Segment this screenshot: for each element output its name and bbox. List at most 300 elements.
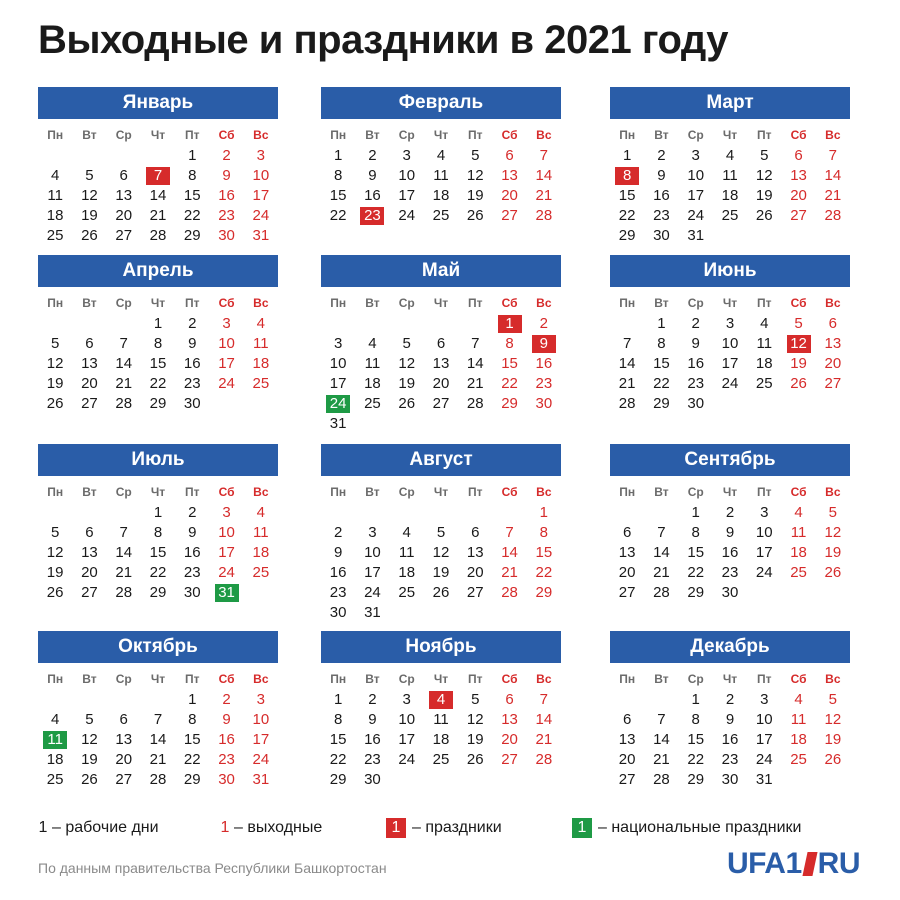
day-cell: 20 <box>432 375 450 392</box>
day-cell: 22 <box>653 375 670 392</box>
weekday-label: Вт <box>365 485 380 499</box>
day-cell: 28 <box>653 771 670 788</box>
week-row <box>321 543 561 563</box>
day-empty <box>747 226 781 246</box>
day-cell: 13 <box>81 544 98 561</box>
weekday-label: Чт <box>722 296 738 310</box>
weekday-row <box>610 124 850 146</box>
ufa1-logo[interactable] <box>727 848 860 880</box>
day-cell: 13 <box>618 544 636 561</box>
day-empty <box>816 226 850 246</box>
day-empty <box>424 603 458 623</box>
day-cell: 23 <box>183 564 201 581</box>
day-cell: 26 <box>81 771 98 788</box>
weekday-label: Вс <box>825 128 841 142</box>
week-row <box>321 523 561 543</box>
day-cell: 1 <box>691 691 700 708</box>
day-weekend: 25 <box>252 564 270 581</box>
day-cell: 7 <box>119 524 128 541</box>
day-empty <box>38 146 72 166</box>
day-cell: 2 <box>691 315 700 332</box>
month-header: Январь <box>38 87 278 119</box>
day-cell: 4 <box>436 147 446 164</box>
day-cell: 6 <box>622 524 632 541</box>
day-weekend: 20 <box>790 187 807 204</box>
day-cell: 29 <box>687 584 705 601</box>
day-cell: 29 <box>183 227 201 244</box>
month-7 <box>38 444 278 603</box>
legend-national-label: – национальные праздники <box>598 819 802 836</box>
day-cell: 12 <box>81 187 98 204</box>
day-empty <box>390 603 424 623</box>
weekday-row <box>38 292 278 314</box>
day-cell: 15 <box>329 187 347 204</box>
day-weekend: 6 <box>794 147 803 164</box>
day-cell: 1 <box>622 147 632 164</box>
day-cell: 19 <box>755 187 773 204</box>
day-weekend: 28 <box>501 584 518 601</box>
weekday-label: Вт <box>654 296 669 310</box>
weekday-label: Пт <box>468 296 483 310</box>
day-weekend: 24 <box>218 375 235 392</box>
day-empty <box>610 503 644 523</box>
day-cell: 17 <box>398 731 416 748</box>
day-cell: 17 <box>364 564 381 581</box>
legend-holidays <box>386 816 502 840</box>
day-weekend: 1 <box>539 504 548 521</box>
weekday-label: Вс <box>253 672 269 686</box>
day-cell: 31 <box>364 604 381 621</box>
day-cell: 8 <box>333 167 343 184</box>
day-cell: 25 <box>432 207 450 224</box>
day-cell: 2 <box>368 691 377 708</box>
day-cell: 30 <box>183 395 201 412</box>
weekday-label: Пт <box>185 672 200 686</box>
day-weekend: 5 <box>828 504 837 521</box>
day-cell: 14 <box>149 187 167 204</box>
week-row <box>38 226 278 246</box>
week-row <box>38 354 278 374</box>
day-empty <box>747 583 781 603</box>
weekday-label: Вс <box>536 672 552 686</box>
day-cell: 7 <box>119 335 128 352</box>
day-weekend: 13 <box>824 335 842 352</box>
weekday-label: Сб <box>790 296 807 310</box>
day-cell: 12 <box>432 544 450 561</box>
weekday-row <box>610 292 850 314</box>
day-weekend: 7 <box>828 147 837 164</box>
week-row <box>610 314 850 334</box>
day-empty <box>321 314 355 334</box>
legend-workday-label: – рабочие дни <box>52 819 159 836</box>
weekday-label: Чт <box>722 672 738 686</box>
day-cell: 13 <box>432 355 450 372</box>
day-weekend: 19 <box>824 731 842 748</box>
day-cell: 6 <box>85 524 94 541</box>
day-cell: 14 <box>115 355 133 372</box>
day-holiday: 23 <box>355 206 389 226</box>
day-weekend: 15 <box>501 355 518 372</box>
day-cell: 13 <box>115 187 133 204</box>
day-empty <box>713 394 747 414</box>
day-cell: 16 <box>721 544 739 561</box>
weekday-label: Пт <box>468 672 483 686</box>
day-cell: 1 <box>657 315 666 332</box>
weekday-label: Вс <box>253 485 269 499</box>
day-cell: 30 <box>653 227 670 244</box>
day-empty <box>458 503 492 523</box>
day-weekend: 25 <box>790 564 807 581</box>
month-11 <box>321 631 561 790</box>
weekday-label: Вт <box>654 128 669 142</box>
month-6 <box>610 255 850 414</box>
weekday-label: Пн <box>619 296 636 310</box>
day-weekend: 12 <box>824 524 842 541</box>
day-cell: 5 <box>85 711 94 728</box>
day-empty <box>527 414 561 434</box>
weekday-label: Пн <box>330 296 347 310</box>
day-weekend: 16 <box>218 187 235 204</box>
day-cell: 21 <box>149 751 167 768</box>
day-weekend: 7 <box>539 147 548 164</box>
weekday-label: Вт <box>365 128 380 142</box>
day-cell: 16 <box>183 355 201 372</box>
day-cell: 7 <box>471 335 480 352</box>
day-empty <box>390 414 424 434</box>
day-cell: 27 <box>618 584 636 601</box>
month-8 <box>321 444 561 623</box>
week-row <box>610 503 850 523</box>
weekday-label: Чт <box>433 128 449 142</box>
week-row <box>610 334 850 354</box>
legend-national <box>572 816 801 840</box>
day-cell: 29 <box>149 584 167 601</box>
day-weekend: 9 <box>222 711 231 728</box>
day-cell: 17 <box>755 731 773 748</box>
weekday-row <box>610 668 850 690</box>
day-empty <box>713 226 747 246</box>
weekday-label: Пт <box>185 128 200 142</box>
day-cell: 2 <box>725 504 735 521</box>
day-empty <box>747 394 781 414</box>
week-row <box>610 730 850 750</box>
day-cell: 11 <box>364 355 381 372</box>
day-cell: 9 <box>188 524 197 541</box>
day-cell: 16 <box>721 731 739 748</box>
day-weekend: 6 <box>505 147 514 164</box>
month-header: Сентябрь <box>610 444 850 476</box>
week-row <box>321 334 561 354</box>
day-cell: 15 <box>149 355 167 372</box>
weekday-label: Сб <box>501 296 518 310</box>
day-weekend: 28 <box>824 207 842 224</box>
month-header: Ноябрь <box>321 631 561 663</box>
weekday-label: Чт <box>150 672 166 686</box>
day-weekend: 27 <box>824 375 842 392</box>
day-cell: 28 <box>618 395 636 412</box>
week-row <box>321 414 561 434</box>
day-cell: 20 <box>618 751 636 768</box>
month-2 <box>321 87 561 226</box>
day-cell: 14 <box>653 731 670 748</box>
day-cell: 12 <box>466 167 484 184</box>
day-cell: 18 <box>364 375 381 392</box>
weekday-label: Чт <box>150 128 166 142</box>
day-weekend: 21 <box>535 731 553 748</box>
day-cell: 23 <box>329 584 347 601</box>
day-cell: 17 <box>755 544 773 561</box>
day-cell: 28 <box>466 395 484 412</box>
day-cell: 12 <box>46 355 64 372</box>
day-cell: 1 <box>188 691 197 708</box>
day-empty <box>390 503 424 523</box>
week-row <box>38 186 278 206</box>
week-row <box>321 603 561 623</box>
day-cell: 5 <box>50 524 60 541</box>
day-cell: 2 <box>725 691 735 708</box>
day-cell: 16 <box>329 564 347 581</box>
day-cell: 27 <box>466 584 484 601</box>
week-row <box>321 314 561 334</box>
day-weekend: 25 <box>790 751 807 768</box>
day-cell: 18 <box>721 187 739 204</box>
day-cell: 12 <box>398 355 416 372</box>
day-cell: 14 <box>466 355 484 372</box>
day-weekend: 23 <box>218 207 235 224</box>
weekday-label: Вс <box>536 296 552 310</box>
day-weekend: 24 <box>252 207 270 224</box>
day-cell: 12 <box>466 711 484 728</box>
weekday-label: Пн <box>619 485 636 499</box>
month-1 <box>38 87 278 246</box>
day-weekend: 18 <box>252 355 270 372</box>
day-empty <box>72 146 106 166</box>
day-weekend: 11 <box>790 711 807 728</box>
day-empty <box>72 503 106 523</box>
week-row <box>610 690 850 710</box>
day-cell: 8 <box>333 711 343 728</box>
week-row <box>321 206 561 226</box>
day-cell: 4 <box>725 147 735 164</box>
day-cell: 20 <box>115 207 133 224</box>
day-cell: 24 <box>721 375 739 392</box>
day-empty <box>244 583 278 603</box>
weekday-label: Сб <box>218 485 235 499</box>
weekday-label: Чт <box>722 128 738 142</box>
day-empty <box>355 503 389 523</box>
day-weekend: 6 <box>505 691 514 708</box>
day-cell: 19 <box>466 187 484 204</box>
day-cell: 22 <box>183 751 201 768</box>
day-empty <box>781 583 815 603</box>
weekday-label: Сб <box>218 128 235 142</box>
day-cell: 19 <box>46 375 64 392</box>
day-cell: 8 <box>188 711 197 728</box>
day-cell: 18 <box>46 751 64 768</box>
day-weekend: 6 <box>828 315 837 332</box>
day-empty <box>492 770 526 790</box>
day-empty <box>644 503 678 523</box>
week-row <box>38 206 278 226</box>
weekday-label: Вс <box>536 128 552 142</box>
weekday-label: Вс <box>825 485 841 499</box>
day-cell: 17 <box>721 355 739 372</box>
day-cell: 6 <box>119 167 128 184</box>
day-cell: 26 <box>755 207 773 224</box>
day-cell: 24 <box>687 207 705 224</box>
weekday-label: Пт <box>757 296 772 310</box>
day-cell: 22 <box>687 564 705 581</box>
day-cell: 9 <box>657 167 666 184</box>
day-cell: 28 <box>149 227 167 244</box>
day-cell: 5 <box>50 335 60 352</box>
legend <box>38 816 868 840</box>
day-weekend: 29 <box>535 584 553 601</box>
weekday-label: Сб <box>501 672 518 686</box>
week-row <box>610 166 850 186</box>
day-cell: 21 <box>618 375 636 392</box>
day-weekend: 14 <box>535 167 553 184</box>
weekday-label: Пт <box>468 128 483 142</box>
day-cell: 12 <box>46 544 64 561</box>
day-weekend: 15 <box>535 544 553 561</box>
day-empty <box>355 414 389 434</box>
day-cell: 13 <box>618 731 636 748</box>
day-weekend: 18 <box>790 731 807 748</box>
day-cell: 25 <box>46 227 64 244</box>
weekday-label: Сб <box>218 296 235 310</box>
day-cell: 15 <box>149 544 167 561</box>
day-cell: 22 <box>183 207 201 224</box>
day-cell: 27 <box>618 771 636 788</box>
day-cell: 29 <box>653 395 670 412</box>
day-cell: 28 <box>653 584 670 601</box>
source-note: По данным правительства Республики Башкортостан <box>38 860 387 876</box>
day-weekend: 27 <box>501 751 518 768</box>
month-header: Май <box>321 255 561 287</box>
day-cell: 17 <box>329 375 347 392</box>
weekday-label: Ср <box>115 128 132 142</box>
month-3 <box>610 87 850 246</box>
week-row <box>38 334 278 354</box>
day-cell: 15 <box>687 731 705 748</box>
day-empty <box>107 314 141 334</box>
day-cell: 12 <box>81 731 98 748</box>
day-weekend: 4 <box>794 504 803 521</box>
day-weekend: 26 <box>824 564 842 581</box>
day-empty <box>458 314 492 334</box>
weekday-label: Чт <box>150 485 166 499</box>
day-empty <box>781 770 815 790</box>
legend-workdays <box>38 816 159 840</box>
weekday-label: Вт <box>82 128 97 142</box>
logo-text-left: UFA1 <box>726 847 802 880</box>
day-cell: 22 <box>329 751 347 768</box>
day-cell: 24 <box>364 584 381 601</box>
day-cell: 2 <box>188 315 197 332</box>
day-cell: 26 <box>46 395 64 412</box>
day-weekend: 19 <box>790 355 807 372</box>
week-row <box>38 166 278 186</box>
day-cell: 25 <box>432 751 450 768</box>
weekday-row <box>610 481 850 503</box>
day-weekend: 9 <box>222 167 231 184</box>
day-empty <box>527 770 561 790</box>
day-cell: 4 <box>368 335 377 352</box>
day-cell: 5 <box>436 524 446 541</box>
day-weekend: 3 <box>256 691 265 708</box>
day-weekend: 10 <box>252 167 270 184</box>
weekday-label: Пн <box>619 128 636 142</box>
day-empty <box>209 394 243 414</box>
day-cell: 23 <box>653 207 670 224</box>
day-empty <box>816 583 850 603</box>
day-weekend: 3 <box>256 147 265 164</box>
page-title: Выходные и праздники в 2021 году <box>38 18 729 62</box>
month-header: Февраль <box>321 87 561 119</box>
day-cell: 1 <box>691 504 700 521</box>
day-weekend: 10 <box>252 711 270 728</box>
week-row <box>321 563 561 583</box>
day-cell: 7 <box>657 524 666 541</box>
week-row <box>610 146 850 166</box>
day-empty <box>492 503 526 523</box>
day-empty <box>781 226 815 246</box>
legend-weekend-sample: 1 <box>220 818 230 836</box>
day-cell: 21 <box>466 375 484 392</box>
day-cell: 2 <box>368 147 377 164</box>
weekday-label: Чт <box>433 296 449 310</box>
day-cell: 19 <box>466 731 484 748</box>
week-row <box>38 523 278 543</box>
day-weekend: 21 <box>501 564 518 581</box>
day-cell: 4 <box>50 711 60 728</box>
logo-dot-icon <box>802 852 817 876</box>
day-cell: 15 <box>618 187 636 204</box>
day-cell: 30 <box>183 584 201 601</box>
week-row <box>38 374 278 394</box>
weekday-label: Вт <box>654 672 669 686</box>
day-cell: 4 <box>402 524 411 541</box>
day-weekend: 31 <box>252 227 270 244</box>
day-cell: 20 <box>618 564 636 581</box>
day-weekend: 13 <box>790 167 807 184</box>
day-weekend: 27 <box>501 207 518 224</box>
week-row <box>321 690 561 710</box>
day-cell: 23 <box>721 564 739 581</box>
day-empty <box>390 314 424 334</box>
day-cell: 1 <box>333 691 343 708</box>
weekday-label: Сб <box>790 672 807 686</box>
day-empty <box>141 146 175 166</box>
day-cell: 15 <box>183 731 201 748</box>
day-weekend: 22 <box>501 375 518 392</box>
day-cell: 14 <box>618 355 636 372</box>
week-row <box>321 583 561 603</box>
legend-holiday-label: – праздники <box>412 819 502 836</box>
day-cell: 23 <box>183 375 201 392</box>
day-weekend: 11 <box>253 524 269 541</box>
weekday-label: Сб <box>501 485 518 499</box>
day-cell: 3 <box>333 335 343 352</box>
month-header: Июнь <box>610 255 850 287</box>
day-cell: 8 <box>188 167 197 184</box>
day-empty <box>458 414 492 434</box>
day-cell: 23 <box>687 375 705 392</box>
week-row <box>610 374 850 394</box>
day-cell: 11 <box>47 187 63 204</box>
day-cell: 16 <box>687 355 705 372</box>
